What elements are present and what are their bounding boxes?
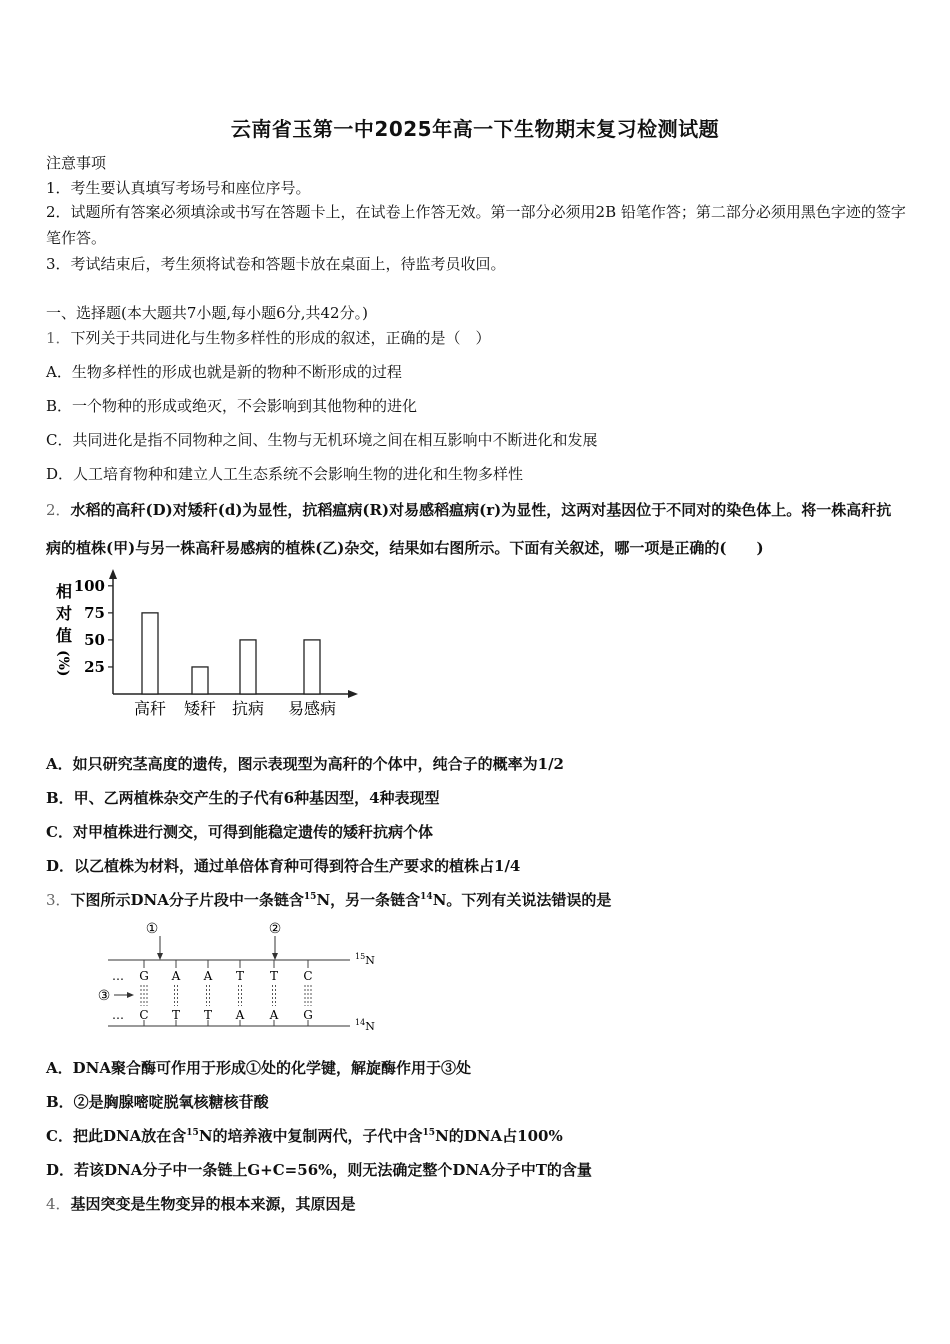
q1-option-a: A．生物多样性的形成也就是新的物种不断形成的过程	[46, 363, 402, 381]
question-stem: 基因突变是生物变异的根本来源，其原因是	[70, 1195, 356, 1213]
notice-item-3: 3．考试结束后，考生须将试卷和答题卡放在桌面上，待监考员收回。	[46, 255, 506, 273]
q2-option-d: D．以乙植株为材料，通过单倍体育种可得到符合生产要求的植株占1/4	[46, 857, 521, 875]
marker-1: ①	[145, 921, 159, 937]
question-number: 1．	[46, 329, 71, 347]
ellipsis-bottom: …	[112, 1008, 124, 1022]
y-label-char-2: 对	[56, 604, 73, 623]
x-category-label: 易感病	[287, 699, 337, 718]
stem-part: N，另一条链含	[316, 891, 421, 909]
question-number: 2．	[46, 501, 71, 519]
superscript: 14	[420, 892, 433, 902]
base-bottom: T	[171, 1008, 181, 1022]
ellipsis-top: …	[112, 969, 124, 983]
y-label-char-3: 值	[56, 626, 73, 645]
x-category-label: 抗病	[231, 699, 265, 718]
y-tick-label: 25	[84, 657, 105, 676]
stem-part: N。下列有关说法错误的是	[432, 891, 612, 909]
marker-2-arrowhead	[272, 953, 278, 960]
strand-top-label: $^{15}$N	[355, 952, 375, 967]
y-label-unit: (%)	[55, 650, 71, 677]
bar-3	[240, 640, 256, 694]
q2-option-c: C．对甲植株进行测交，可得到能稳定遗传的矮秆抗病个体	[46, 823, 433, 841]
base-top: G	[139, 969, 149, 983]
base-top: C	[303, 969, 313, 983]
y-axis-arrow	[109, 569, 117, 579]
y-tick-label: 100	[73, 576, 105, 595]
dna-diagram	[90, 918, 390, 1036]
marker-3-arrowhead	[127, 992, 134, 998]
question-stem: 水稻的高秆(D)对矮秆(d)为显性，抗稻瘟病(R)对易感稻瘟病(r)为显性，这两对基因位于不同对的染色体上。将一株高秆抗病的植株(甲)与另一株高秆易感病的植株(乙)杂交，结果如右图所示。下面有关叙述，哪一项是正确的( )	[46, 501, 892, 557]
base-top: A	[203, 969, 213, 983]
q3-option-c	[46, 1125, 563, 1146]
x-category-label: 高秆	[133, 699, 167, 718]
question-1	[46, 327, 491, 348]
base-bottom: G	[303, 1008, 313, 1022]
section-heading: 一、选择题(本大题共7小题,每小题6分,共42分。)	[46, 304, 368, 322]
x-category-label: 矮秆	[183, 699, 217, 718]
q2-option-a: A．如只研究茎高度的遗传，图示表现型为高秆的个体中，纯合子的概率为1/2	[46, 755, 564, 773]
q3-option-d: D．若该DNA分子中一条链上G+C=56%，则无法确定整个DNA分子中T的含量	[46, 1161, 592, 1179]
question-number: 4．	[46, 1195, 71, 1213]
y-label-char-1: 相	[56, 582, 73, 601]
superscript: 15	[303, 892, 317, 902]
q3-option-b: B．②是胸腺嘧啶脱氧核糖核苷酸	[46, 1093, 269, 1111]
x-axis-arrow	[348, 690, 358, 698]
bar-chart	[46, 567, 366, 727]
notice-heading: 注意事项	[46, 154, 107, 172]
superscript: 15	[186, 1128, 199, 1138]
y-tick-label: 75	[84, 603, 105, 622]
question-number: 3．	[46, 891, 71, 909]
option-part: C．把此DNA放在含	[46, 1127, 187, 1145]
base-top: A	[171, 969, 181, 983]
question-stem: 下列关于共同进化与生物多样性的形成的叙述，正确的是（ ）	[70, 329, 491, 347]
notice-item-1: 1．考生要认真填写考场号和座位序号。	[46, 179, 311, 197]
q3-option-a: A．DNA聚合酶可作用于形成①处的化学键，解旋酶作用于③处	[46, 1059, 471, 1077]
base-top: T	[269, 969, 279, 983]
marker-3: ③	[97, 988, 111, 1004]
q1-option-c: C．共同进化是指不同物种之间、生物与无机环境之间在相互影响中不断进化和发展	[46, 431, 598, 449]
base-bottom: T	[203, 1008, 213, 1022]
notice-item-2: 2．试题所有答案必须填涂或书写在答题卡上，在试卷上作答无效。第一部分必须用2B 铅笔作答；第二部分必须用黑色字迹的签字笔作答。	[46, 203, 906, 247]
question-3	[46, 889, 611, 910]
q2-option-b: B．甲、乙两植株杂交产生的子代有6种基因型，4种表现型	[46, 789, 440, 807]
base-top: T	[235, 969, 245, 983]
base-bottom: A	[235, 1008, 245, 1022]
marker-1-arrowhead	[157, 953, 163, 960]
bar-4	[304, 640, 320, 694]
base-bottom: A	[269, 1008, 279, 1022]
superscript: 15	[422, 1128, 436, 1138]
option-part: N的DNA占100%	[435, 1127, 563, 1145]
option-part: N的培养液中复制两代，子代中含	[198, 1127, 423, 1145]
page-title: 云南省玉第一中2025年高一下生物期末复习检测试题	[230, 117, 720, 141]
question-2	[46, 491, 906, 567]
y-tick-label: 50	[84, 630, 105, 649]
q1-option-b: B．一个物种的形成或绝灭，不会影响到其他物种的进化	[46, 397, 418, 415]
stem-part: 下图所示DNA分子片段中一条链含	[70, 891, 304, 909]
question-4	[46, 1193, 356, 1214]
q1-option-d: D．人工培育物种和建立人工生态系统不会影响生物的进化和生物多样性	[46, 465, 524, 483]
bar-1	[142, 613, 158, 694]
marker-2: ②	[268, 921, 282, 937]
strand-bottom-label: $^{14}$N	[355, 1018, 375, 1033]
base-bottom: C	[139, 1008, 149, 1022]
bar-2	[192, 667, 208, 694]
